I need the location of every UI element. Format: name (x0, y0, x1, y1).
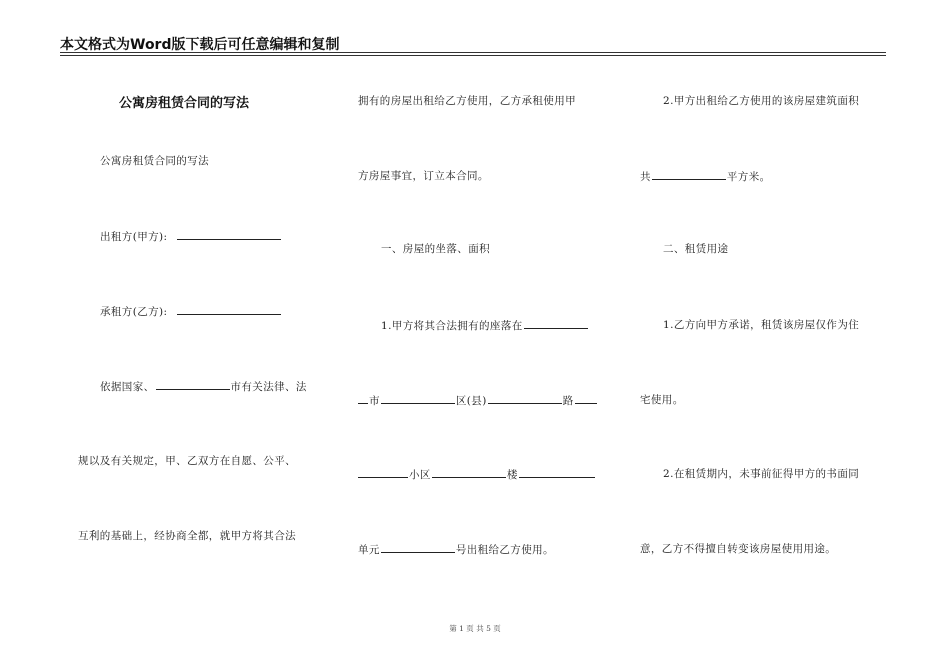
purpose-1-line-a: 1.乙方向甲方承诺，租赁该房屋仅作为住 (663, 319, 860, 331)
district-label: 区(县) (455, 395, 487, 407)
location-blank (524, 318, 588, 329)
city-label: 市 (369, 395, 380, 407)
pre-city-blank (358, 393, 368, 404)
basis-text-b: 市有关法律、法 (230, 381, 307, 393)
clause-1-line (381, 318, 589, 333)
lessor-blank (177, 229, 281, 240)
basis-line-4: 规以及有关规定，甲、乙双方在自愿、公平、 (78, 455, 296, 467)
city-blank (156, 379, 230, 390)
area-line (640, 169, 771, 184)
area-blank (652, 169, 726, 180)
unit-line (358, 542, 554, 557)
unit-text: 号出租给乙方使用。 (455, 544, 554, 556)
lessor-label: 出租方(甲方): (100, 231, 168, 243)
building-blank (432, 467, 506, 478)
area-label-a: 共 (640, 171, 651, 183)
community-label: 小区 (409, 469, 431, 481)
clause-1-text: 1.甲方将其合法拥有的座落在 (381, 320, 523, 332)
lessee-label: 承租方(乙方): (100, 306, 168, 318)
col2-line-2: 方房屋事宜，订立本合同。 (358, 170, 489, 182)
basis-text-a: 依据国家、 (100, 381, 155, 393)
section-heading-purpose: 二、租赁用途 (663, 243, 729, 255)
basis-line-5: 互利的基础上，经协商全都，就甲方将其合法 (78, 530, 296, 542)
subtitle-line: 公寓房租赁合同的写法 (100, 155, 209, 167)
header-rule-top (60, 52, 886, 53)
col2-line-1: 拥有的房屋出租给乙方使用，乙方承租使用甲 (358, 95, 576, 107)
clause-2-line: 2.甲方出租给乙方使用的该房屋建筑面积 (663, 95, 860, 107)
page-number-footer: 第 1 页 共 5 页 (449, 624, 501, 633)
area-label-b: 平方米。 (726, 171, 771, 183)
community-blank (358, 467, 408, 478)
unit-label: 单元 (358, 544, 380, 556)
district-blank (381, 393, 455, 404)
road-blank (488, 393, 562, 404)
room-number-blank (381, 542, 455, 553)
community-line (358, 467, 596, 482)
download-notice-header: 本文格式为Word版下载后可任意编辑和复制 (60, 37, 340, 53)
purpose-2-line-b: 意，乙方不得擅自转变该房屋使用用途。 (640, 543, 837, 555)
address-line (358, 393, 598, 408)
lessee-blank (177, 304, 281, 315)
purpose-1-line-b: 宅使用。 (640, 394, 684, 406)
post-road-blank (575, 393, 597, 404)
lessor-line (100, 229, 282, 244)
header-rule-bottom (60, 55, 886, 56)
section-heading-location: 一、房屋的坐落、面积 (381, 243, 490, 255)
road-label: 路 (562, 395, 574, 407)
basis-line (100, 379, 307, 394)
purpose-2-line-a: 2.在租赁期内，未事前征得甲方的书面同 (663, 468, 860, 480)
document-title: 公寓房租赁合同的写法 (119, 96, 250, 111)
lessee-line (100, 304, 282, 319)
unit-blank (519, 467, 595, 478)
building-label: 楼 (506, 469, 518, 481)
